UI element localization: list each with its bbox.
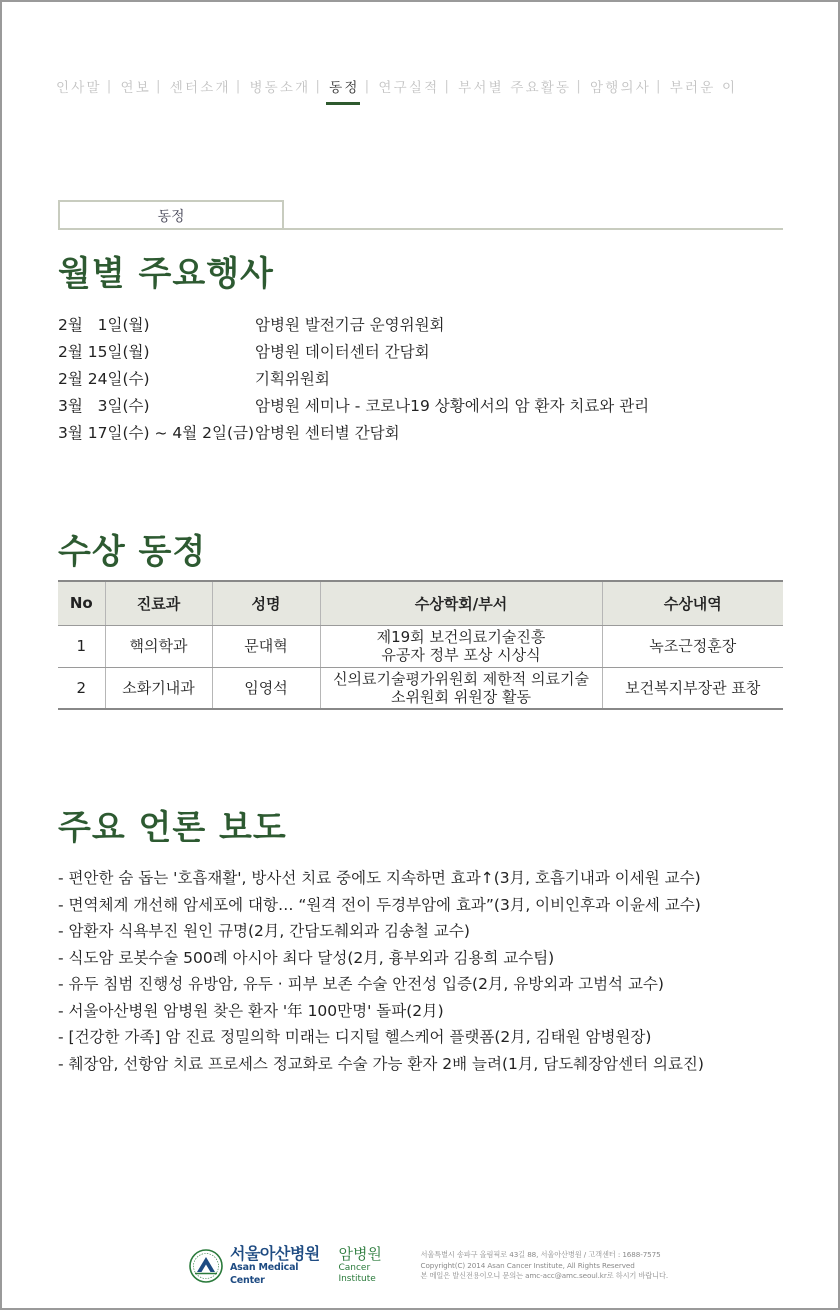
footer-notice: 본 메일은 발신전용이오니 문의는 amc-acc@amc.seoul.kr로 하시기 바랍니다. <box>420 1271 668 1281</box>
org-line: 신의료기술평가위원회 제한적 의료기술 <box>333 669 589 688</box>
cell-dept: 핵의학과 <box>105 625 212 667</box>
nav-separator: | <box>106 78 114 94</box>
org-line: 유공자 정부 포상 시상식 <box>381 646 541 664</box>
event-row <box>58 337 649 364</box>
cell-name: 문대혁 <box>212 625 320 667</box>
col-org: 수상학회/부서 <box>320 581 602 625</box>
col-dept: 진료과 <box>105 581 212 625</box>
hospital-name-ko: 서울아산병원 <box>230 1243 320 1263</box>
cell-org <box>320 667 602 709</box>
nav-separator: | <box>315 78 323 94</box>
footer-copyright: Copyright(C) 2014 Asan Cancer Institute, All Rights Reserved <box>420 1260 635 1270</box>
cell-no: 2 <box>58 667 105 709</box>
event-date: 2월 15일(월) <box>58 342 150 361</box>
footer-address: 서울특별시 송파구 올림픽로 43길 88, 서울아산병원 / 고객센터 : 1688-7575 <box>420 1250 661 1260</box>
nav-separator: | <box>656 78 663 94</box>
cell-dept: 소화기내과 <box>105 667 212 709</box>
nav-separator: | <box>155 78 163 94</box>
news-item[interactable]: - 식도암 로봇수술 500례 아시아 최다 달성(2月, 흉부외과 김용희 교수팀) <box>58 948 555 967</box>
event-desc: 암병원 데이터센터 간담회 <box>255 342 430 361</box>
news-item[interactable]: - [건강한 가족] 암 진료 정밀의학 미래는 디지털 헬스케어 플랫폼(2月, 김태원 암병원장) <box>58 1028 652 1047</box>
event-date: 3월 3일(수) <box>58 396 150 415</box>
news-item[interactable]: - 서울아산병원 암병원 찾은 환자 '年 100만명' 돌파(2月) <box>58 1001 444 1020</box>
event-desc: 암병원 세미나 - 코로나19 상황에서의 암 환자 치료와 관리 <box>255 396 650 415</box>
news-item[interactable]: - 편안한 숨 돕는 '호흡재활', 방사선 치료 중에도 지속하면 효과↑(3月, 호흡기내과 이세원 교수) <box>58 869 701 888</box>
awards-heading: 수상 동정 <box>58 532 207 572</box>
col-award: 수상내역 <box>602 581 783 625</box>
events-heading: 월별 주요행사 <box>58 254 274 294</box>
nav-item-research[interactable]: 연구실적 <box>378 80 440 96</box>
hospital-name[interactable] <box>230 1245 330 1287</box>
footer <box>188 1243 668 1286</box>
event-desc: 암병원 센터별 간담회 <box>255 423 400 442</box>
cell-award: 보건복지부장관 표창 <box>602 667 783 709</box>
table-row <box>58 625 783 667</box>
institute-name-ko: 암병원 <box>338 1245 382 1264</box>
cell-award: 녹조근정훈장 <box>602 625 783 667</box>
cell-org <box>320 625 602 667</box>
org-line: 제19회 보건의료기술진흥 <box>376 628 546 646</box>
nav-item-secret-doctor[interactable]: 암행의사 <box>590 80 652 96</box>
event-date: 2월 1일(월) <box>58 315 150 334</box>
hospital-name-en: Asan Medical Center <box>230 1262 299 1286</box>
table-row <box>58 667 783 709</box>
nav-item-ward-intro[interactable]: 병동소개 <box>249 80 311 96</box>
event-date: 3월 17일(수) ~ 4월 2일(금) <box>58 423 255 442</box>
footer-info <box>421 1250 668 1281</box>
news-item[interactable]: - 췌장암, 선항암 치료 프로세스 정교화로 수술 가능 환자 2배 늘려(1月, 담도췌장암센터 의료진) <box>58 1054 704 1073</box>
org-line: 소위원회 위원장 활동 <box>391 687 531 706</box>
hospital-logo-icon <box>188 1248 224 1284</box>
news-item[interactable]: - 유두 침범 진행성 유방암, 유두 · 피부 보존 수술 안전성 입증(2月, 유방외과 고범석 교수) <box>58 975 664 994</box>
nav-separator: | <box>444 78 452 94</box>
news-heading: 주요 언론 보도 <box>58 808 287 848</box>
nav-separator: | <box>576 78 584 94</box>
events-list <box>58 310 649 445</box>
table-header-row <box>58 581 783 625</box>
institute-name[interactable] <box>338 1246 406 1286</box>
nav-item-dept-activities[interactable]: 부서별 주요활동 <box>458 80 572 96</box>
nav-separator: | <box>364 78 372 94</box>
event-row <box>58 391 649 418</box>
event-row <box>58 310 649 337</box>
institute-name-en: Cancer Institute <box>338 1262 376 1285</box>
event-desc: 기획위원회 <box>255 369 330 388</box>
nav-separator: | <box>235 78 243 94</box>
news-item[interactable]: - 면역체계 개선해 암세포에 대항… “원격 전이 두경부암에 효과”(3月, 이비인후과 이윤세 교수) <box>58 895 701 914</box>
top-nav <box>56 76 786 102</box>
section-divider <box>58 228 783 230</box>
section-tab: 동정 <box>58 200 284 230</box>
cell-no: 1 <box>58 625 105 667</box>
nav-item-news[interactable]: 동정 <box>329 76 359 102</box>
event-date: 2월 24일(수) <box>58 369 150 388</box>
nav-item-annual-report[interactable]: 연보 <box>120 80 151 96</box>
nav-item-greeting[interactable]: 인사말 <box>56 80 102 96</box>
news-item[interactable]: - 암환자 식욕부진 원인 규명(2月, 간담도췌외과 김송철 교수) <box>58 922 470 941</box>
nav-item-envy[interactable]: 부러운 이 <box>669 80 738 96</box>
col-name: 성명 <box>212 581 320 625</box>
cell-name: 임영석 <box>212 667 320 709</box>
news-list <box>58 864 704 1076</box>
awards-table <box>58 580 783 710</box>
event-desc: 암병원 발전기금 운영위원회 <box>255 315 445 334</box>
event-row <box>58 418 649 445</box>
nav-item-center-intro[interactable]: 센터소개 <box>169 80 231 96</box>
col-no: No <box>58 581 105 625</box>
event-row <box>58 364 649 391</box>
